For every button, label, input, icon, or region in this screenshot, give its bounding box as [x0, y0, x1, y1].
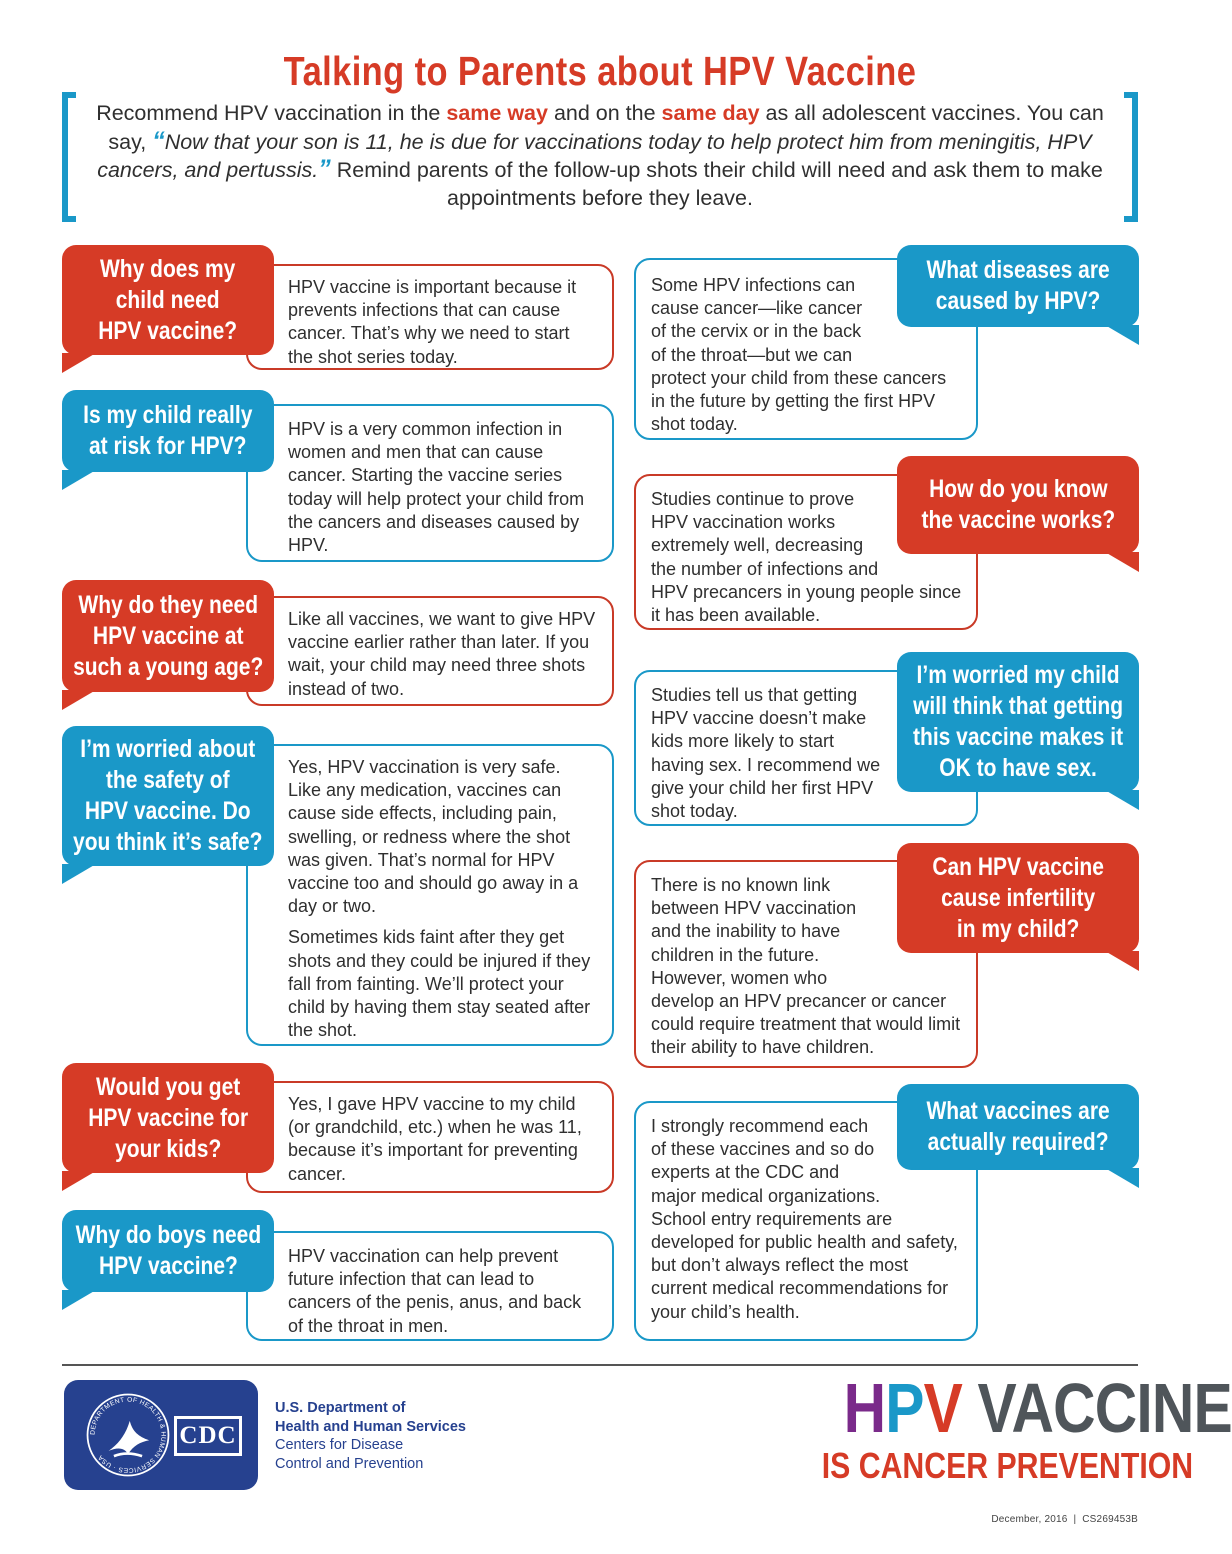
question-bubble	[62, 580, 274, 692]
question-line: this vaccine makes it	[912, 723, 1124, 751]
question-bubble	[62, 245, 274, 355]
publication-date: December, 2016	[991, 1514, 1068, 1525]
question-bubble	[897, 1084, 1139, 1170]
answer-box	[246, 596, 614, 706]
question-line: I’m worried my child	[916, 661, 1120, 689]
page-title: Talking to Parents about HPV Vaccine	[283, 48, 917, 94]
speech-tail	[1105, 790, 1139, 810]
speech-tail	[62, 470, 96, 490]
answer-text: HPV vaccine is important because it prevents infections that can cause cancer. That’s why we need to start the shot series today.	[288, 277, 577, 367]
intro-text: Remind parents of the follow-up shots their child will need and ask them to make appointments before they leave.	[330, 158, 1103, 210]
answer-text: Yes, I gave HPV vaccine to my child (or grandchild, etc.) when he was 11, because it’s important for preventing cancer.	[288, 1094, 582, 1184]
footer-divider	[62, 1364, 1138, 1366]
question-text	[909, 255, 1127, 317]
answer-box	[246, 264, 614, 370]
answer-text: HPV is a very common infection in women and men that can cause cancer. Starting the vaccine series today will help protect your child from the cancers and diseases caused by HPV.	[288, 419, 585, 556]
intro-highlight-same-day: same day	[661, 101, 760, 125]
question-line: What diseases are	[926, 256, 1110, 284]
agency-name-block	[275, 1399, 466, 1473]
question-bubble	[897, 456, 1139, 554]
brand-letter-v: V	[923, 1369, 963, 1447]
question-line: I’m worried about	[80, 735, 256, 763]
question-text	[67, 400, 269, 462]
question-line: actually required?	[927, 1128, 1109, 1156]
question-text	[893, 660, 1143, 784]
question-line: child need	[116, 285, 220, 314]
document-footnote	[991, 1514, 1138, 1525]
question-line: HPV vaccine?	[98, 316, 238, 345]
dept-line: U.S. Department of	[275, 1400, 406, 1416]
brand-tagline: IS CANCER PREVENTION	[821, 1445, 1194, 1486]
speech-tail	[62, 864, 96, 884]
question-text	[58, 1220, 279, 1282]
question-line: at risk for HPV?	[89, 432, 247, 460]
answer-box	[246, 1231, 614, 1341]
question-line: Would you get	[95, 1072, 241, 1101]
brand-letter-h: H	[843, 1369, 886, 1447]
speech-tail	[1105, 552, 1139, 572]
footnote-separator: |	[1073, 1514, 1077, 1525]
brand-wordmark	[843, 1368, 1232, 1448]
question-line: Why do they need	[78, 590, 258, 619]
dept-line: Health and Human Services	[275, 1418, 466, 1435]
question-line: you think it’s safe?	[73, 828, 263, 856]
question-text	[55, 734, 281, 858]
intro-text: and on the	[547, 101, 662, 125]
question-line: your kids?	[114, 1134, 222, 1163]
question-bubble	[897, 245, 1139, 327]
question-bubble	[62, 390, 274, 472]
question-line: Why do boys need	[75, 1221, 261, 1249]
question-line: Is my child really	[83, 401, 253, 429]
question-line: Can HPV vaccine	[932, 852, 1104, 881]
question-line: HPV vaccine at	[92, 621, 244, 650]
open-quote-mark: “	[152, 126, 165, 155]
answer-box	[246, 1081, 614, 1193]
close-quote-mark: ”	[318, 155, 331, 183]
right-bracket-decoration	[1124, 92, 1138, 222]
question-line: the safety of	[106, 766, 230, 794]
intro-paragraph	[90, 100, 1110, 212]
brand-letter-p: P	[885, 1369, 924, 1447]
answer-box	[246, 404, 614, 562]
question-text	[903, 474, 1134, 536]
intro-text: Recommend HPV vaccination in the	[96, 101, 447, 125]
answer-text: I strongly recommend each of these vaccines and so do experts at the CDC and major medical organizations. School entry requirements are developed for public health and safety, but don’t always reflect the most current medical recommendations for your child’s health.	[651, 1116, 958, 1322]
hhs-seal-icon	[84, 1391, 172, 1479]
question-line: HPV vaccine?	[98, 1252, 238, 1280]
cdc-logo-text: CDC	[174, 1416, 242, 1456]
seal-ring-text: DEPARTMENT OF HEALTH & HUMAN SERVICES · USA	[89, 1396, 167, 1474]
speech-tail	[1105, 1168, 1139, 1188]
question-text	[85, 254, 250, 347]
speech-tail	[62, 1290, 96, 1310]
answer-text: Yes, HPV vaccination is very safe. Like any medication, vaccines can cause side effects, including pain, swelling, or redness where the shot was given. That’s normal for HPV vaccine too and should go away in a day or two.	[288, 757, 579, 917]
question-line: such a young age?	[72, 652, 264, 681]
speech-tail	[1105, 325, 1139, 345]
question-line: What vaccines are	[926, 1097, 1110, 1125]
answer-text: Studies continue to prove HPV vaccination works extremely well, decreasing the number of infections and HPV precancers in young people since it has been available.	[651, 489, 962, 626]
answer-text: Studies tell us that getting HPV vaccine doesn’t make kids more likely to start having sex. I recommend we give your child her first HPV shot today.	[651, 685, 881, 822]
question-text	[909, 1096, 1127, 1158]
speech-tail	[62, 353, 96, 373]
agency-line: Centers for Disease	[275, 1437, 404, 1453]
answer-box	[246, 744, 614, 1046]
answer-text: Some HPV infections can cause cancer—like cancer of the cervix or in the back of the throat—but we can protect your child from these cancers in the future by getting the first HPV shot today.	[651, 275, 947, 435]
question-text	[73, 1072, 263, 1165]
question-bubble	[897, 843, 1139, 953]
speech-tail	[62, 1171, 96, 1191]
question-line: cause infertility	[940, 883, 1096, 912]
speech-tail	[1105, 951, 1139, 971]
question-line: HPV vaccine. Do	[85, 797, 251, 825]
brand-word-vaccine: VACCINE	[962, 1369, 1232, 1447]
left-bracket-decoration	[62, 92, 76, 222]
question-text	[916, 852, 1120, 945]
question-bubble	[62, 1063, 274, 1173]
hhs-cdc-logo	[64, 1380, 258, 1490]
question-line: OK to have sex.	[939, 754, 1097, 782]
question-line: caused by HPV?	[935, 287, 1101, 315]
question-bubble	[897, 652, 1139, 792]
question-bubble	[62, 1210, 274, 1292]
intro-highlight-same-way: same way	[446, 101, 548, 125]
question-bubble	[62, 726, 274, 866]
question-line: HPV vaccine for	[88, 1103, 248, 1132]
intro-quote: Now that your son is 11, he is due for vaccinations today to help protect him from meningitis, HPV cancers, and pertussis.	[97, 129, 1092, 182]
question-text	[55, 590, 281, 683]
question-line: will think that getting	[913, 692, 1124, 720]
question-line: How do you know	[928, 475, 1108, 503]
answer-text: HPV vaccination can help prevent future infection that can lead to cancers of the penis, anus, and back of the throat in men.	[288, 1246, 582, 1336]
question-line: in my child?	[956, 914, 1080, 943]
document-code: CS269453B	[1082, 1514, 1138, 1525]
intro-text: as all adolescent vaccines. You can say,	[108, 101, 1104, 154]
speech-tail	[62, 690, 96, 710]
question-line: Why does my	[100, 254, 236, 283]
answer-text: Like all vaccines, we want to give HPV vaccine earlier rather than later. If you wait, your child may need three shots instead of two.	[288, 609, 596, 699]
answer-text: There is no known link between HPV vaccination and the inability to have children in the future. However, women who develop an HPV precancer or cancer could require treatment that would limit their ability to have children.	[651, 875, 961, 1058]
answer-text: Sometimes kids faint after they get shots and they could be injured if they fall from fainting. We’ll protect your child by having them stay seated after the shot.	[288, 927, 591, 1041]
question-line: the vaccine works?	[921, 506, 1115, 534]
agency-line: Control and Prevention	[275, 1455, 424, 1472]
